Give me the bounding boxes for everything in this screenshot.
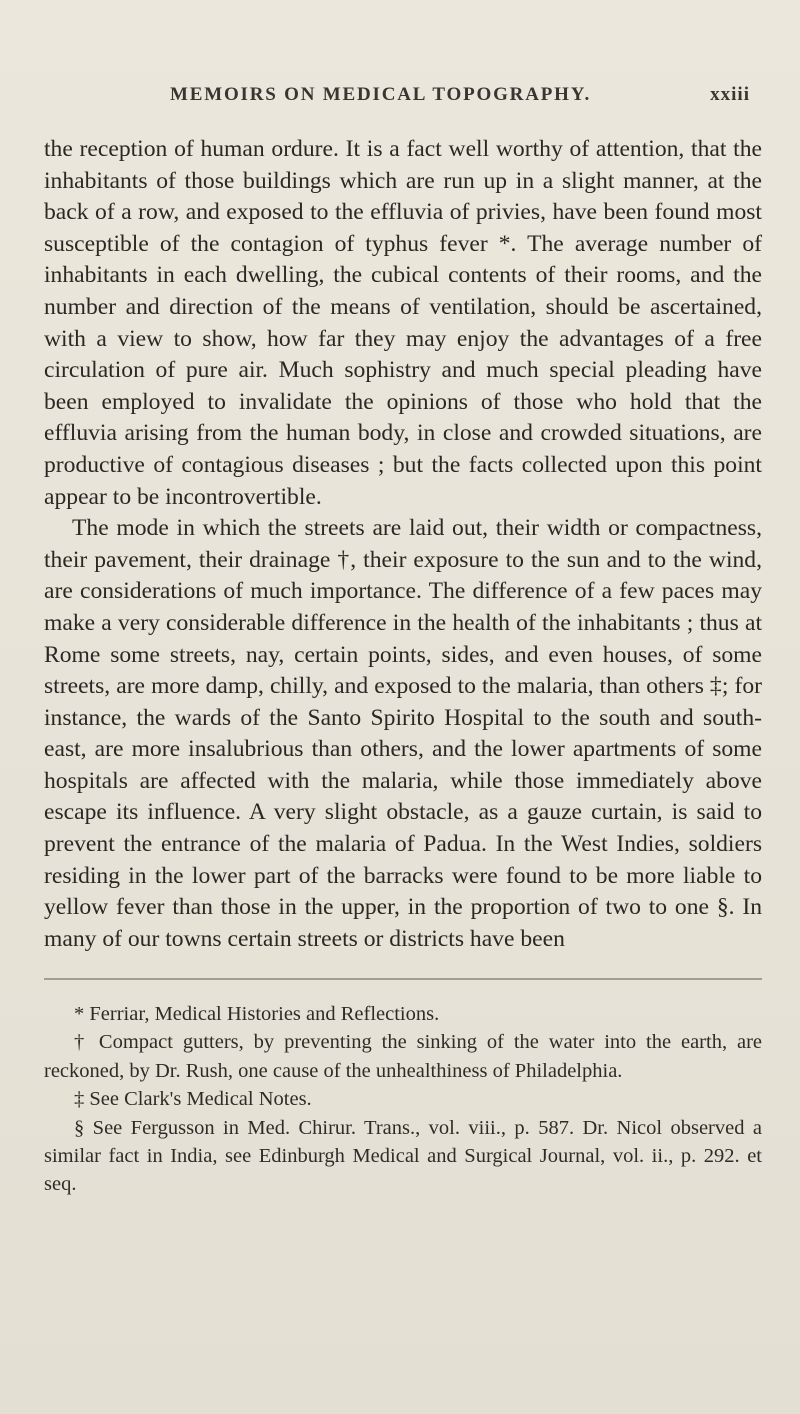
footnote: ‡ See Clark's Medical Notes. [74, 1088, 312, 1111]
footnotes [44, 1000, 762, 1199]
footnote: † Compact gutters, by preventing the sinking of the water into the earth, are reckoned, by Dr. Rush, one cause of the unhealthiness of Philadelphia. [44, 1031, 762, 1082]
paragraph: The mode in which the streets are laid out, their width or compactness, their pavement, their drainage †, their exposure to the sun and to the wind, are considerations of much importance. The difference of a few paces may make a very considerable difference in the health of the inhabitants ; thus at Rome some streets, nay, certain points, sides, and even houses, of some streets, are more damp, chilly, and exposed to the malaria, than others ‡; for instance, the wards of the Santo Spirito Hospital to the south and south-east, are more insalubrious than others, and the lower apartments of some hospitals are affected with the malaria, while those immediately above escape its influence. A very slight obstacle, as a gauze curtain, is said to prevent the entrance of the malaria of Padua. In the West Indies, soldiers residing in the lower part of the barracks were found to be more liable to yellow fever than those in the upper, in the proportion of two to one §. In many of our towns certain streets or districts have been [44, 515, 762, 952]
running-head [170, 84, 750, 118]
footnote: § See Fergusson in Med. Chirur. Trans., vol. viii., p. 587. Dr. Nicol observed a similar fact in India, see Edinburgh Medical and Surgical Journal, vol. ii., p. 292. et seq. [44, 1116, 762, 1196]
footnote: * Ferriar, Medical Histories and Reflections. [74, 1003, 440, 1025]
main-text [44, 134, 762, 955]
running-title: MEMOIRS ON MEDICAL TOPOGRAPHY. [170, 84, 592, 105]
paragraph-continued: the reception of human ordure. It is a fact well worthy of attention, that the inhabitants of those buildings which are run up in a slight manner, at the back of a row, and exposed to the effluvia of privies, have been found most susceptible of the contagion of typhus fever *. The average number of inhabitants in each dwelling, the cubical contents of their rooms, and the number and direction of the means of ventilation, should be ascertained, with a view to show, how far they may enjoy the advantages of a free circulation of pure air. Much sophistry and much special pleading have been employed to invalidate the opinions of those who hold that the effluvia arising from the human body, in close and crowded situations, are productive of contagious diseases ; but the facts collected upon this point appear to be incontrovertible. [44, 136, 762, 510]
footnote-divider [44, 978, 762, 980]
page-number: xxiii [710, 84, 750, 105]
